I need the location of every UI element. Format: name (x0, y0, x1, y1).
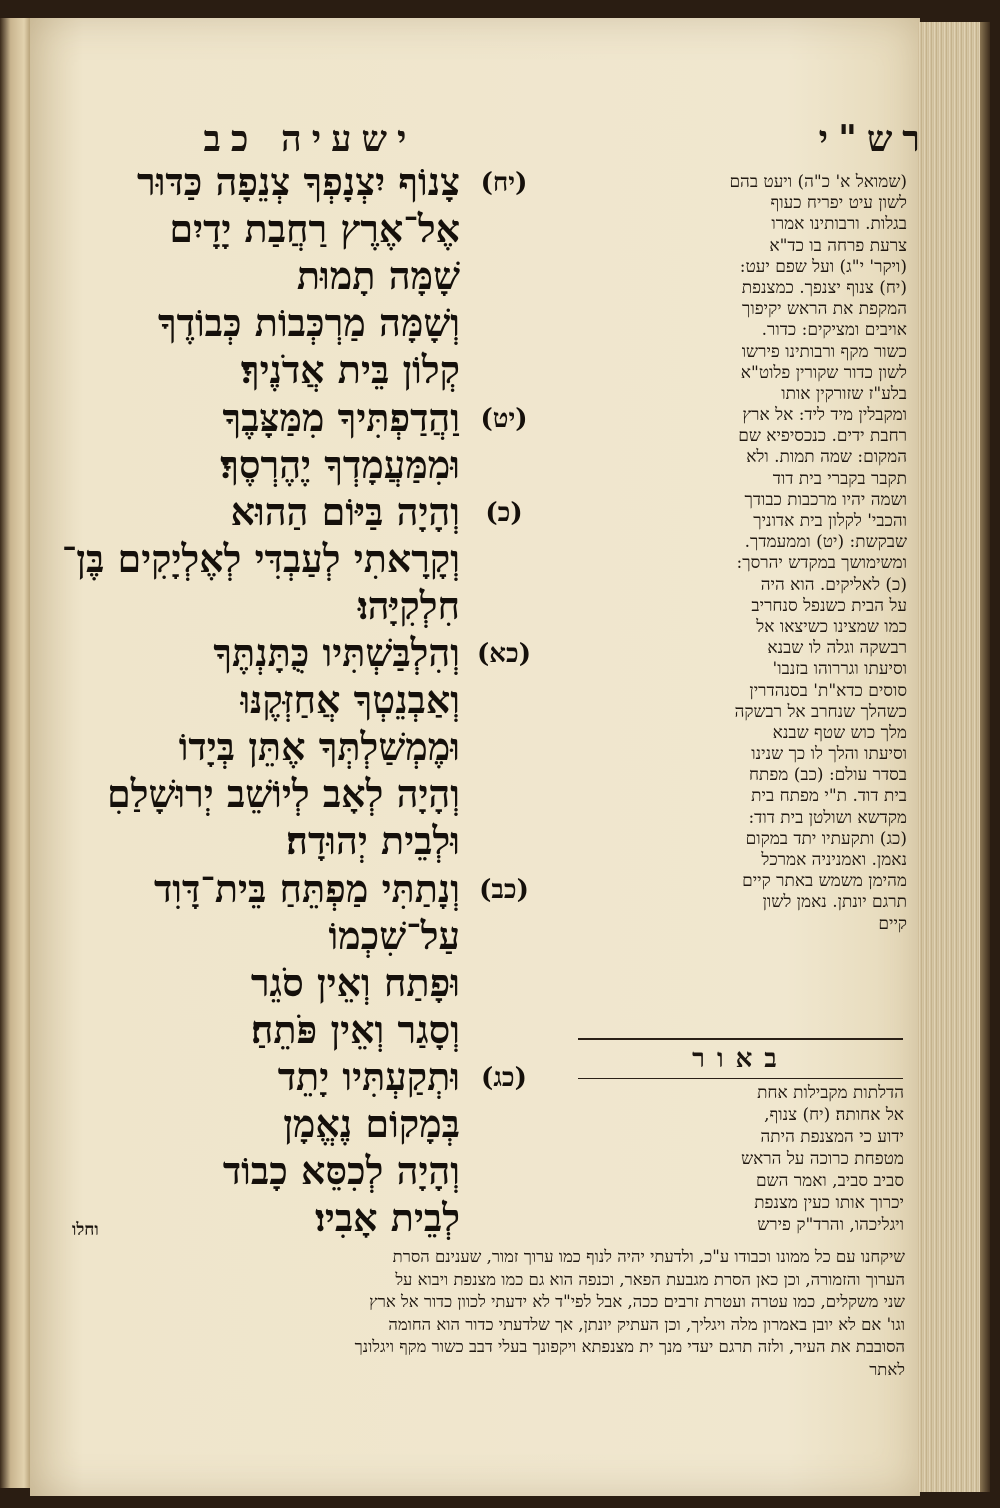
text-line: (יח) צנוף יצנפך. כמצנפת (741, 277, 907, 298)
verse-line: וְהָיָה בַּיּוֹם הַהוּא (230, 488, 460, 534)
rashi-header: רש"י (818, 118, 930, 160)
text-line: לשון כדור שקורין פלוט"א (740, 362, 907, 383)
verse-line: וְשָׁמָּה מַרְכְּבוֹת כְּבוֹדֶךָ (158, 300, 460, 346)
text-line: בגלות. ורבותינו אמרו (771, 214, 907, 235)
text-line: לשון עיט יפריח כעוף (770, 193, 907, 214)
verse-line: וְהָיָה לְאָב לְיוֹשֵׁב יְרוּשָׁלַםִ (106, 771, 460, 817)
text-line: בסדר עולם: (כב) מפתח (748, 765, 907, 786)
text-line: הסובבת את העיר, ולזה תרגם יעדי מנך ית מצנפתא ויקפונך בעלי דבב כשור מקף ויגלונך (354, 1337, 905, 1356)
text-line: סביב סביב, ואמר השם (755, 1171, 904, 1191)
text-line: המקפת את הראש יקיפוך (742, 299, 907, 320)
verse-line: וְאַבְנֵטְךָ אֲחַזְּקֶנּוּ (240, 677, 460, 723)
text-line: כשהלך שנחרב אל רבשקה (734, 701, 907, 722)
text-line: רחבת ידים. כנכסיפיא שם (738, 426, 907, 447)
text-line: מקדשא ושולטן בית דוד: (748, 807, 907, 828)
text-line: אל אחותה׃ (יח) צנוף, (764, 1105, 904, 1125)
verse-line: וּלְבֵית יְהוּדָה׃ (286, 818, 460, 864)
verse-number: (כ) (485, 497, 523, 528)
verse-number: (כא) (476, 639, 531, 669)
previous-page-edge (0, 18, 30, 1488)
verse-line: אֶל־אֶרֶץ רַחֲבַת יָדָיִם (169, 206, 460, 252)
biur-commentary (562, 1082, 904, 1236)
text-line: מלך כוש שטף שבנא (772, 722, 907, 743)
verse-line: וּתְקַעְתִּיו יָתֵד (277, 1053, 460, 1099)
text-line: נאמן. ואמניניה אמרכל (761, 850, 907, 870)
verse-line: קְלוֹן בֵּית אֲדֹנֶיךָ׃ (240, 347, 460, 393)
text-line: ומקבלין מיד ליד: אל ארץ (742, 405, 907, 426)
text-line: בית דוד. ת"י מפתח בית (751, 786, 907, 807)
text-line: סוסים כדא"ת' בסנהדרין (749, 680, 907, 701)
text-line: הערוך והזמורה, וכן כאן הסרת מגבעת הפאר, וכנפה הוא גם כמו מצנפת ויבוא על (395, 1269, 905, 1289)
verse-line: בְּמָקוֹם נֶאֱמָן (283, 1101, 460, 1146)
verse-line: צָנוֹף יִצְנָפְךָ צְנֵפָה כַּדּוּר (137, 159, 460, 204)
text-line: ומשימושך במקדש יהרסך: (736, 553, 907, 574)
text-line: ושמה יהיו מרכבות כבודך (744, 489, 907, 510)
page-block-edges (918, 22, 990, 1492)
verse-line: וַהֲדַפְתִּיךָ מִמַּצָּבֶךָ (222, 394, 460, 440)
text-line: וגו' אם לא יובן באמרון מלה ויגליך, וכן העתיק יונתן, אך שלדעתי כדור הוא החומה (388, 1314, 905, 1334)
text-line: המקום: שמה תמות. ולא (746, 447, 907, 468)
verse-line: וּמִמַּעֲמָדְךָ יֶהֶרְסֶךָ׃ (220, 441, 460, 487)
text-line: לאתר (869, 1359, 905, 1379)
biur-bottom-rule (578, 1078, 903, 1079)
text-line: קיים (878, 913, 907, 934)
text-line: (כ) לאליקים. הוא היה (760, 574, 907, 595)
text-line: שבקשת: (יט) וממעמדך. (744, 532, 907, 553)
text-line: תקבר בקברי בית דוד (772, 468, 907, 489)
verse-line: וְהָיָה לְכִסֵּא כָבוֹד (222, 1148, 460, 1194)
catchword: וחלו (72, 1220, 99, 1240)
text-line: רבשקה וגלה לו שבנא (767, 638, 907, 659)
text-line: (ויקר' י"ג) ועל שפם יעט: (739, 256, 907, 277)
text-line: שני משקלים, כמו עטרה ועטרת זרבים ככה, אבל לפי"ד לא ידעתי לכוון כדור אל ארץ (369, 1292, 905, 1311)
text-line: כמו שמצינו כשיצאו אל (756, 616, 907, 637)
text-line: ידוע כי המצנפת היתה (760, 1127, 904, 1147)
verse-number: (יח) (480, 168, 528, 198)
verse-number: (כב) (479, 874, 529, 905)
bottom-commentary (65, 1246, 905, 1381)
text-line: צרעת פרחה בו כד"א (769, 235, 907, 256)
verse-line: וְהִלְבַּשְׁתִּיו כֻּתָּנְתֶּךָ (213, 630, 460, 675)
text-line: מהימן משמש באתר קיים (742, 871, 907, 892)
verse-line: עַל־שִׁכְמוֹ (328, 912, 460, 958)
verse-line: וְנָתַתִּי מַפְתֵּחַ בֵּית־דָּוִד (154, 865, 460, 911)
rashi-commentary (564, 172, 907, 935)
text-line: על הבית כשנפל סנחריב (751, 595, 907, 616)
text-line: ויגליכהו, והרד"ק פירש (757, 1215, 904, 1235)
biur-top-rule (578, 1038, 903, 1040)
text-line: וסיעתו והלך לו כך שנינו (751, 744, 907, 765)
verse-line: לְבֵית אָבִיו׃ (315, 1195, 460, 1241)
biur-title: באור (692, 1044, 789, 1074)
verse-number: (כג) (481, 1062, 527, 1093)
verse-line: וְקָרָאתִי לְעַבְדִּי לְאֶלְיָקִים בֶּן־ (61, 535, 460, 581)
verse-line: וְסָגַר וְאֵין פֹּתֵחַ׃ (250, 1006, 460, 1052)
text-line: יכרוך אותו כעין מצנפת (754, 1193, 904, 1213)
text-line: וסיעתו וגררוהו בזנבו' (772, 659, 907, 680)
text-line: והכבי' לקלון בית אדוניך (753, 511, 907, 531)
text-line: בלע"ז שזורקין אותו (781, 383, 907, 404)
book-chapter-header: ישעיה כב (203, 118, 417, 160)
verse-line: שָׁמָּה תָמוּת (296, 253, 460, 299)
text-line: כשור מקף ורבותינו פירשו (741, 341, 907, 362)
text-line: מטפחת כרוכה על הראש (741, 1149, 904, 1169)
verse-line: וּמֶמְשַׁלְתְּךָ אֶתֵּן בְּיָדוֹ (178, 724, 460, 770)
verse-number: (יט) (480, 403, 528, 434)
text-line: אויבים ומציקים: כדור. (761, 320, 907, 341)
verse-line: וּפָתַח וְאֵין סֹגֵר (250, 959, 460, 1005)
text-line: הדלתות מקבילות אחת (757, 1083, 904, 1103)
text-line: (כג) ותקעתיו יתד במקום (745, 828, 907, 849)
verse-line: חִלְקִיָּהוּ׃ (357, 582, 460, 628)
text-line: (שמואל א' כ"ה) ויעט בהם (729, 172, 907, 192)
text-line: שיקחנו עם כל ממונו וכבודו ע"כ, ולדעתי יהיה לנוף כמו ערוך זמור, שענינם הסרת (392, 1247, 905, 1266)
text-line: תרגם יונתן. נאמן לשון (762, 892, 907, 913)
